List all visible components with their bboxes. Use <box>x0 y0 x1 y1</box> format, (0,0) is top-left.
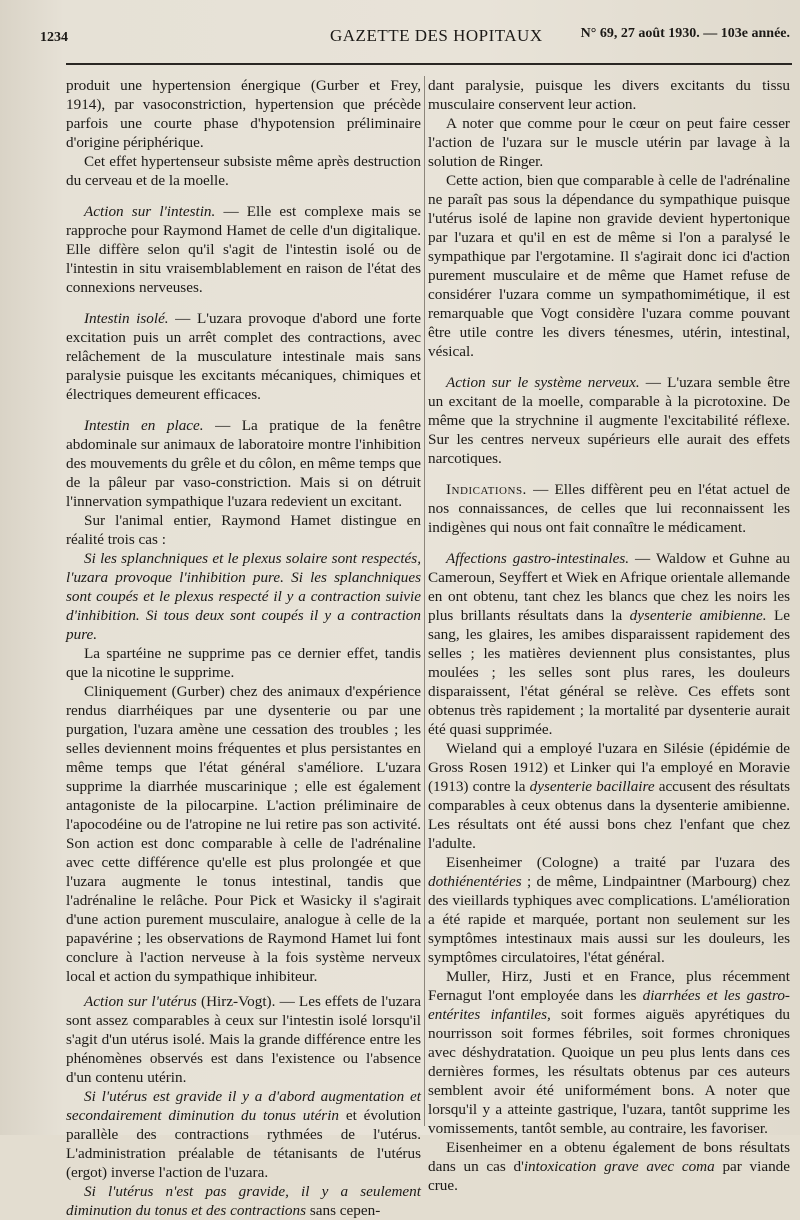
paragraph: Eisenheimer (Cologne) a traité par l'uzara des dothiénentéries ; de même, Lindpaintner (Marbourg) chez des vieillards typhiques avec complications. L'amélioration a été rapide et marquée, portant non seulement sur les symptômes intestinaux mais aussi sur les douleurs, les symptômes circulatoires, l'état général. <box>428 854 790 966</box>
paragraph: Eisenheimer en a obtenu également de bons résultats dans un cas d'intoxication grave avec coma par viande crue. <box>428 1139 791 1194</box>
paragraph: Wieland qui a employé l'uzara en Silésie (épidémie de Gross Rosen 1912) et Linker qui l'a employé en Moravie (1913) contre la dysenterie bacillaire accusent des résultats comparables à ceux obtenus dans la dysenterie amibienne. Les résultats ont été aussi bons chez l'enfant que chez l'adulte. <box>428 740 790 852</box>
section-heading: Action sur l'intestin. <box>84 203 216 220</box>
page-header <box>40 26 790 48</box>
section-heading: Intestin isolé. <box>84 310 169 327</box>
paragraph: A noter que comme pour le cœur on peut faire cesser l'action de l'uzara sur le muscle utérin par lavage à la solution de Ringer. <box>428 115 790 170</box>
section-paragraph: Intestin en place. — La pratique de la fenêtre abdominale sur animaux de laboratoire montre l'inhibition des mouvements du grêle et du côlon, en même temps que de la pâleur par vaso-constriction. Mais si on détruit l'innervation sympathique l'uzara redevient un excitant. <box>66 417 421 510</box>
section-paragraph: Action sur le système nerveux. — L'uzara semble être un excitant de la moelle, comparable à la picrotoxine. De même que la strychnine il augmente l'excitabilité réflexe. Sur les centres nerveux supérieurs elle aurait des effets narcotiques. <box>428 374 790 467</box>
paragraph: Sur l'animal entier, Raymond Hamet distingue en réalité trois cas : <box>66 512 421 548</box>
paragraph: Cette action, bien que comparable à celle de l'adrénaline ne paraît pas sous la dépendance du sympathique puisque l'utérus isolé de lapine non gravide devient hypertonique par l'uzara et qu'il en est de même si l'on a paralysé le sympathique par l'ergotamine. Il s'agirait donc ici d'action purement musculaire et de même que Hamet refuse de considérer l'uzara comme un sympathomimétique, il est remarquable que Vogt considère l'uzara comme pouvant être utile contre les divers ténesmes, utérin, intestinal, vésical. <box>428 172 790 360</box>
paragraph: Cet effet hypertenseur subsiste même après destruction du cerveau et de la moelle. <box>66 153 421 189</box>
page-number: 1234 <box>40 30 68 45</box>
paragraph: La spartéine ne supprime pas ce dernier effet, tandis que la nicotine le supprime. <box>66 645 421 681</box>
section-heading: Action sur l'utérus <box>84 993 197 1010</box>
publication-title: GAZETTE DES HOPITAUX <box>330 26 543 45</box>
section-paragraph: Affections gastro-intestinales. — Waldow et Guhne au Cameroun, Seyffert et Wiek en Afrique orientale allemande en ont obtenu, tant chez les blancs que chez les noirs les plus brillants résultats dans la dysenterie amibienne. Le sang, les glaires, les amibes disparaissent rapidement des selles ; les matières deviennent plus consistantes, plus moulées ; les selles sont plus rares, les douleurs disparaissent, l'état général se relève. Ces effets sont obtenus très rapidement ; la mortalité par dysenterie aurait été quasi supprimée. <box>428 550 791 738</box>
paragraph: Muller, Hirz, Justi et en France, plus récemment Fernagut l'ont employée dans les diarrhées et les gastro-entérites infantiles, soit formes aiguës apyrétiques du nourrisson soit formes fébriles, soit formes chroniques avec déshydratation. Quoique un peu plus lents dans ces dernières formes, les résultats obtenus par ces auteurs semblent avoir été uniformément bons. A noter que lorsqu'il y a atteinte gastrique, l'uzara, tantôt supprime les vomissements, tantôt semble, au contraire, les favoriser. <box>428 968 791 1137</box>
section-heading: Affections gastro-intestinales. <box>446 550 630 567</box>
left-column <box>66 76 421 1220</box>
section-heading: Action sur le système nerveux. <box>446 374 640 391</box>
paragraph: dant paralysie, puisque les divers excitants du tissu musculaire conservent leur action. <box>428 77 790 113</box>
section-paragraph: Action sur l'utérus (Hirz-Vogt). — Les effets de l'uzara sont assez comparables à ceux sur l'intestin isolé lorsqu'il s'agit d'un utérus isolé. Mais la grande différence entre les phénomènes observés est dans l'existence ou l'absence d'un contenu utérin. <box>66 993 421 1086</box>
header-rule <box>66 63 792 65</box>
column-divider <box>424 76 425 1126</box>
section-paragraph: Indications. — Elles diffèrent peu en l'état actuel de nos connaissances, de celles que lui reconnaissent les indigènes qui nous ont fait connaître le médicament. <box>428 481 790 536</box>
paragraph: produit une hypertension énergique (Gurber et Frey, 1914), par vasoconstriction, hypertension que précède parfois une courte phase d'hypotension préliminaire d'origine périphérique. <box>66 77 421 151</box>
issue-info: N° 69, 27 août 1930. — 103e année. <box>580 26 790 41</box>
paragraph: Cliniquement (Gurber) chez des animaux d'expérience rendus diarrhéiques par une dysenterie ou par une purgation, l'uzara amène une cessation des troubles ; les selles deviennent moins fréquentes et plus persistantes en même temps que l'état général s'améliore. L'uzara supprime la diarrhée muscarinique ; elle est également antagoniste de la pilocarpine. L'action préliminaire de l'apocodéine ou de l'atropine ne lui retire pas son activité. Son action est donc comparable à celle de l'adrénaline avec cette différence qu'elle est plus prolongée et que l'uzara augmente le tonus intestinal, tandis que l'adrénaline le relâche. Pour Pick et Wasicky il s'agirait d'une action purement musculaire, analogue à celle de la papavérine ; les observations de Raymond Hamet lui font conclure à l'action nerveuse à la fois système nerveux local et action du sympathique inhibiteur. <box>66 683 421 985</box>
right-column <box>428 76 790 1195</box>
section-heading: Indications. <box>446 481 527 498</box>
section-paragraph: Action sur l'intestin. — Elle est complexe mais se rapproche pour Raymond Hamet de celle d'un digitalique. Elle diffère selon qu'il s'agit de l'intestin isolé ou de l'intestin in situ vraisemblablement en raison de l'état des connexions nerveuses. <box>66 203 421 296</box>
paragraph: Si les splanchniques et le plexus solaire sont respectés, l'uzara provoque l'inhibition pure. Si les splanchniques sont coupés et le plexus respecté il y a contraction suivie d'inhibition. Si tous deux sont coupés il y a contraction pure. <box>66 550 421 643</box>
paragraph: Si l'utérus n'est pas gravide, il y a seulement diminution du tonus et des contractions sans cepen- <box>66 1183 421 1219</box>
section-paragraph: Intestin isolé. — L'uzara provoque d'abord une forte excitation puis un arrêt complet des contractions, avec relâchement de la musculature intestinale mais sans paralysie puisque les excitants mécaniques, chimiques et électriques demeurent efficaces. <box>66 310 421 403</box>
section-heading: Intestin en place. <box>84 417 204 434</box>
paragraph: Si l'utérus est gravide il y a d'abord augmentation et secondairement diminution du tonus utérin et évolution parallèle des contractions rythmées de l'utérus. L'administration préalable de tétanisants de l'utérus (ergot) inverse l'action de l'uzara. <box>66 1088 421 1181</box>
